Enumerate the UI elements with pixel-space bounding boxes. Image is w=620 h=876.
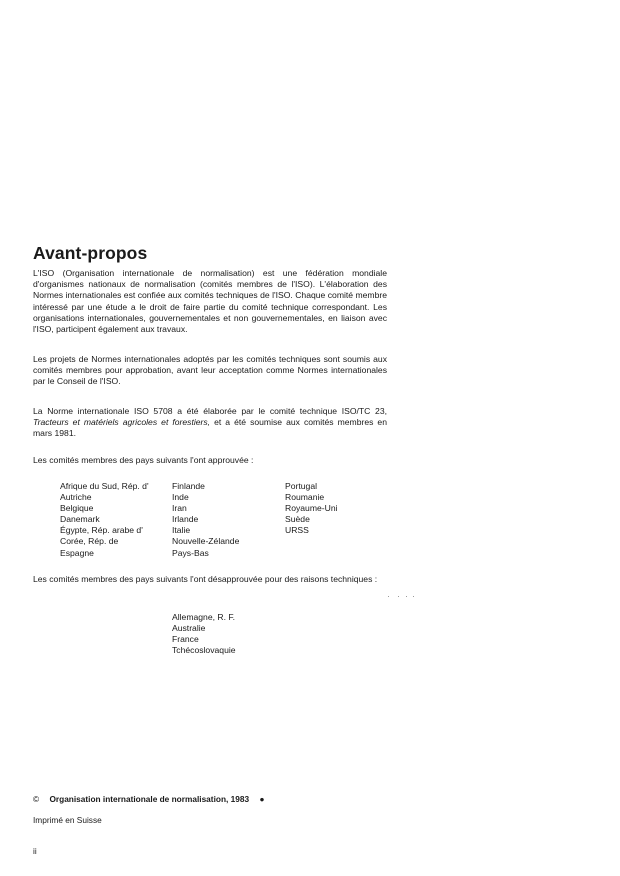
copyright-icon: © <box>33 794 40 804</box>
copyright-line <box>33 794 264 804</box>
page-title: Avant-propos <box>33 243 148 263</box>
scan-speck <box>413 596 414 597</box>
country-item: Afrique du Sud, Rép. d' <box>60 481 149 491</box>
standard-text-end: et a été soumise aux comités membres en mars 1981. <box>33 417 387 439</box>
page-number: ii <box>33 846 37 856</box>
country-item: Portugal <box>285 481 318 491</box>
approval-paragraph: Les projets de Normes internationales adoptés par les comités techniques sont soumis aux comités membres pour approbation, avant leur acceptation comme Normes internationales par le Conseil de l'ISO. <box>33 354 387 387</box>
committee-title: Tracteurs et matériels agricoles et forestiers, <box>33 417 211 428</box>
country-item: Inde <box>172 492 189 503</box>
disapproved-intro: Les comités membres des pays suivants l'ont désapprouvée pour des raisons techniques : <box>33 574 378 584</box>
country-item: Pays-Bas <box>172 547 209 558</box>
scan-speck <box>388 596 389 597</box>
country-item: Australie <box>172 623 206 634</box>
country-item: Italie <box>172 525 191 536</box>
country-item: Autriche <box>60 492 92 503</box>
approved-countries-column-2 <box>172 481 280 559</box>
printed-in: Imprimé en Suisse <box>33 815 102 825</box>
standard-text-start: La Norme internationale ISO 5708 a été élaborée par le comité technique ISO/TC 23, <box>33 406 387 416</box>
approved-intro: Les comités membres des pays suivants l'ont approuvée : <box>33 455 254 465</box>
country-item: Tchécoslovaquie <box>172 645 236 656</box>
country-item: Égypte, Rép. arabe d' <box>60 525 143 536</box>
country-item: Roumanie <box>285 492 325 503</box>
copyright-text: Organisation internationale de normalisation, 1983 <box>49 794 250 804</box>
country-item: France <box>172 634 199 645</box>
approved-countries-column-1 <box>60 481 168 559</box>
intro-paragraph: L'ISO (Organisation internationale de normalisation) est une fédération mondiale d'organismes nationaux de normalisation (comités membres de l'ISO). L'élaboration des Normes internationales est confiée aux comités techniques de l'ISO. Chaque comité membre intéressé par une étude a le droit de faire partie du comité technique correspondant. Les organisations internationales, gouvernementales et non gouvernementales, en liaison avec l'ISO, participent également aux travaux. <box>33 268 387 335</box>
country-item: Belgique <box>60 503 94 514</box>
country-item: Danemark <box>60 514 100 525</box>
country-item: Iran <box>172 503 187 514</box>
country-item: Finlande <box>172 481 205 491</box>
country-item: Irlande <box>172 514 199 525</box>
country-item: URSS <box>285 525 309 536</box>
country-item: Allemagne, R. F. <box>172 612 236 622</box>
standard-paragraph <box>33 406 387 440</box>
country-item: Nouvelle-Zélande <box>172 536 240 547</box>
scan-speck <box>398 596 399 597</box>
country-item: Corée, Rép. de <box>60 536 119 547</box>
bullet-icon: ● <box>259 794 265 804</box>
approved-countries-column-3 <box>285 481 385 536</box>
country-item: Espagne <box>60 547 94 558</box>
country-item: Suède <box>285 514 310 525</box>
disapproved-countries-list <box>172 612 292 656</box>
country-item: Royaume-Uni <box>285 503 338 514</box>
scan-speck <box>406 596 407 597</box>
